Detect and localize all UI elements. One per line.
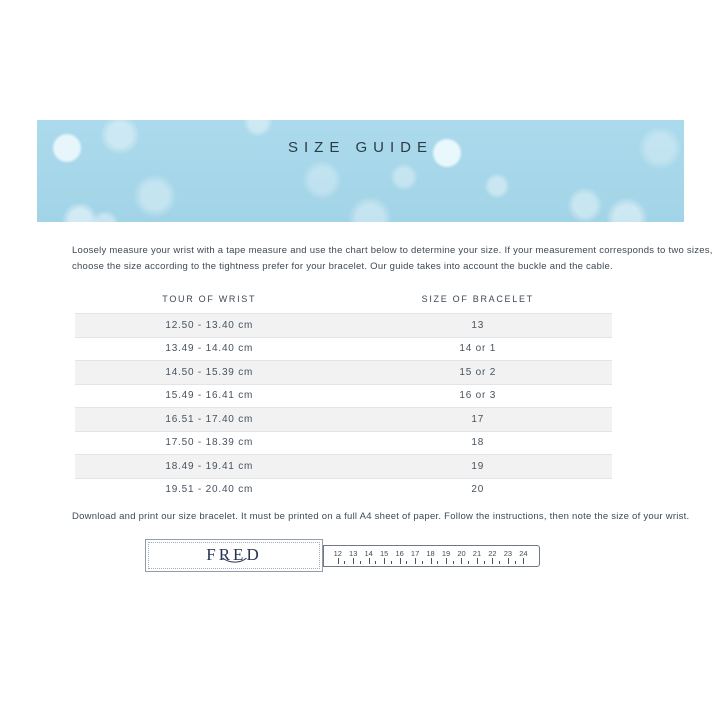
wrist-range-cell: 14.50 - 15.39 cm [165,366,254,378]
bracelet-size-cell: 14 or 1 [459,343,497,355]
table-row [75,478,612,502]
banner [37,120,684,222]
major-tick [446,558,447,564]
major-tick [400,558,401,564]
ruler-mark [330,546,345,566]
brand-box [145,539,323,572]
wrist-range-cell: 15.49 - 16.41 cm [165,390,254,402]
ruler-mark [500,546,515,566]
ruler-number: 15 [379,549,389,558]
bracelet-size-cell: 17 [471,413,485,425]
brand-box-inner [148,542,320,569]
ruler-number: 18 [426,549,435,558]
wrist-range-cell: 17.50 - 18.39 cm [165,437,254,449]
printable-ruler [145,539,545,579]
ruler-mark [407,546,422,566]
major-tick [431,558,432,564]
wrist-range-cell: 19.51 - 20.40 cm [165,484,254,496]
major-tick [523,558,524,564]
ruler-number: 24 [519,549,528,558]
table-row [75,360,612,384]
major-tick [508,558,509,564]
ruler-number: 20 [457,549,466,558]
column-header-bracelet: SIZE OF BRACELET [421,294,534,304]
ruler-number: 16 [395,549,404,558]
ruler-mark [361,546,376,566]
ruler-mark [469,546,484,566]
intro-line-2: choose the size according to the tightness prefer for your bracelet. Our guide takes into account the buckle and the cable. [72,260,613,272]
ruler-number: 21 [472,549,482,558]
ruler-number: 19 [441,549,451,558]
bracelet-size-cell: 13 [471,319,485,331]
fred-logo: FRED [206,544,262,564]
download-note: Download and print our size bracelet. It must be printed on a full A4 sheet of paper. Follow the instructions, then note the size of your wrist. [72,511,690,522]
ruler-number: 17 [410,549,420,558]
major-tick [353,558,354,564]
wrist-range-cell: 16.51 - 17.40 cm [165,413,254,425]
major-tick [338,558,339,564]
major-tick [415,558,416,564]
intro-line-1: Loosely measure your wrist with a tape measure and use the chart below to determine your size. If your measurement corresponds to two sizes, [72,245,713,256]
ruler-scale [330,546,531,566]
table-row [75,313,612,337]
table-body [75,313,612,501]
ruler-number: 12 [333,549,342,558]
wrist-range-cell: 13.49 - 14.40 cm [165,343,254,355]
bracelet-size-cell: 15 or 2 [459,366,497,378]
bracelet-size-cell: 20 [471,484,485,496]
ruler-mark [454,546,469,566]
bracelet-size-cell: 18 [471,437,485,449]
table-row [75,431,612,455]
table-row [75,454,612,478]
table-row [75,407,612,431]
ruler-mark [423,546,438,566]
size-table [75,292,612,501]
ruler-mark [438,546,453,566]
major-tick [369,558,370,564]
wrist-range-cell: 12.50 - 13.40 cm [165,319,254,331]
ruler-mark [516,546,531,566]
table-header-row [75,292,612,313]
bracelet-size-cell: 16 or 3 [459,390,497,402]
ruler-number: 13 [349,549,358,558]
ruler-strip [323,545,540,567]
page-title: SIZE GUIDE [287,139,433,156]
major-tick [461,558,462,564]
ruler-mark [392,546,407,566]
ruler-number: 14 [364,549,373,558]
ruler-number: 23 [503,549,513,558]
table-row [75,384,612,408]
wrist-range-cell: 18.49 - 19.41 cm [165,460,254,472]
column-header-wrist: TOUR OF WRIST [162,294,257,304]
table-row [75,337,612,361]
ruler-mark [345,546,360,566]
major-tick [384,558,385,564]
major-tick [492,558,493,564]
major-tick [477,558,478,564]
ruler-number: 22 [488,549,497,558]
ruler-mark [376,546,391,566]
logo-swash-icon [221,557,249,563]
ruler-mark [485,546,500,566]
intro-text [72,243,713,274]
bracelet-size-cell: 19 [471,460,485,472]
